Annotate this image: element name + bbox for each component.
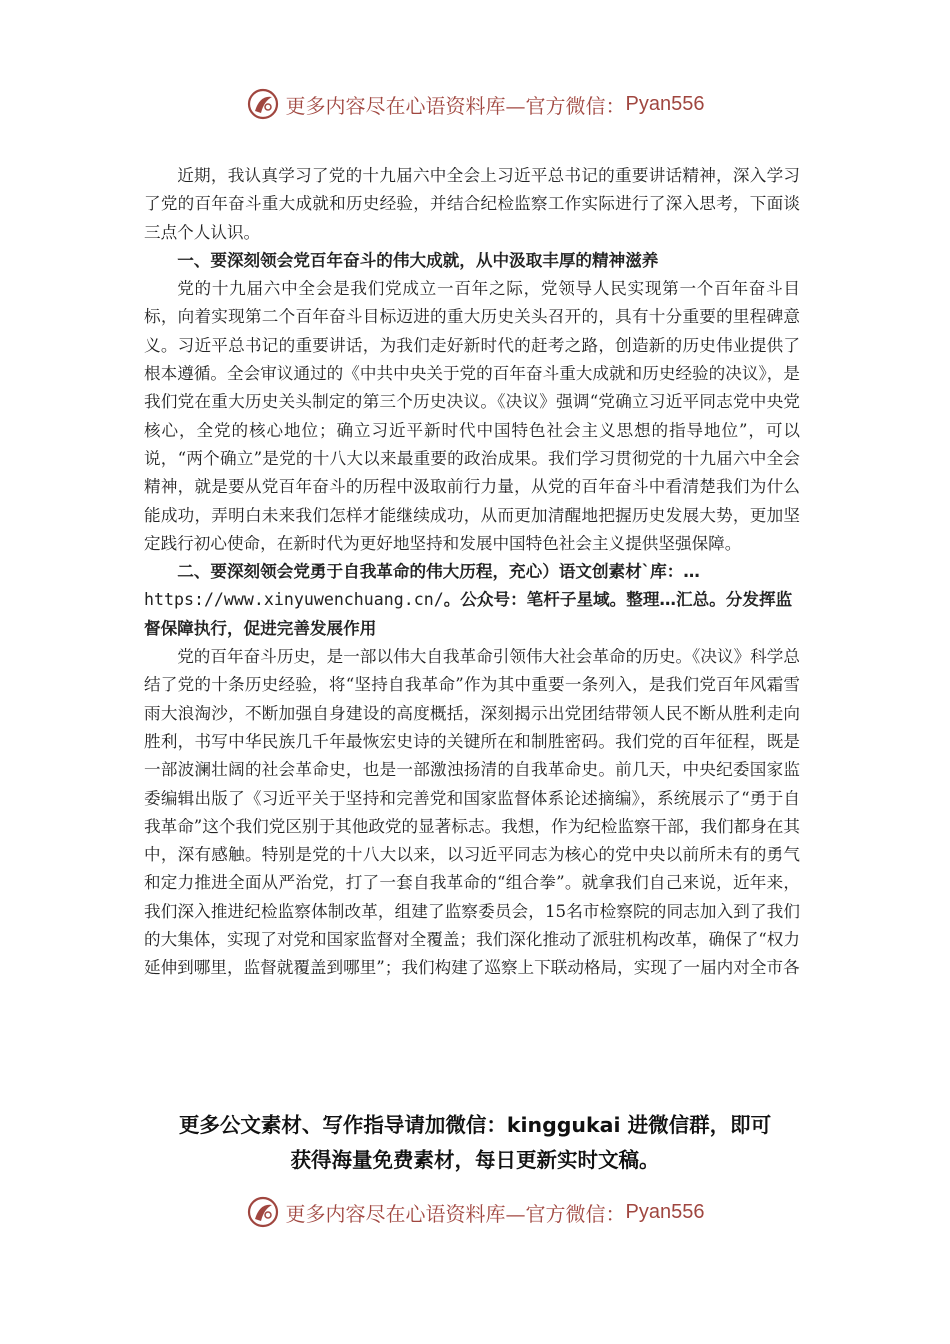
logo-icon bbox=[246, 1195, 280, 1229]
footer-banner bbox=[0, 1192, 950, 1232]
banner-wechat-id: Pyan556 bbox=[625, 1200, 705, 1223]
banner-wechat-id: Pyan556 bbox=[625, 92, 705, 115]
promo-line-1: 更多公文素材、写作指导请加微信：kinggukai 进微信群，即可 bbox=[178, 1113, 772, 1137]
section-1-paragraph: 党的十九届六中全会是我们党成立一百年之际，党领导人民实现第一个百年奋斗目标，向着实现第二个百年奋斗目标迈进的重大历史关头召开的，具有十分重要的里程碑意义。习近平总书记的重要讲话，为我们走好新时代的赶考之路，创造新的历史伟业提供了根本遵循。全会审议通过的《中共中央关于党的百年奋斗重大成就和历史经验的决议》，是我们党在重大历史关头制定的第三个历史决议。《决议》强调“党确立习近平同志党中央党核心，全党的核心地位；确立习近平新时代中国特色社会主义思想的指导地位”，可以说，“两个确立”是党的十八大以来最重要的政治成果。我们学习贯彻党的十九届六中全会精神，就是要从党百年奋斗的历程中汲取前行力量，从党的百年奋斗中看清楚我们为什么能成功，弄明白未来我们怎样才能继续成功，从而更加清醒地把握历史发展大势，更加坚定践行初心使命，在新时代为更好地坚持和发展中国特色社会主义提供坚强保障。 bbox=[144, 279, 800, 553]
section-2-heading-start: 二、要深刻领会党勇于自我革命的伟大历程，充心）语文创素材`库：… bbox=[177, 562, 700, 582]
header-banner bbox=[0, 84, 950, 124]
banner-text: 更多内容尽在心语资料库—官方微信： bbox=[285, 1201, 626, 1226]
intro-paragraph: 近期，我认真学习了党的十九届六中全会上习近平总书记的重要讲话精神，深入学习了党的百年奋斗重大成就和历史经验，并结合纪检监察工作实际进行了深入思考，下面谈三点个人认识。 bbox=[144, 166, 800, 242]
promo-notice bbox=[100, 1108, 850, 1178]
section-2-heading-end: 。公众号：笔杆子星域。整理…汇总。分发挥监督保障执行，促进完善发展作用 bbox=[144, 590, 793, 638]
banner-text: 更多内容尽在心语资料库—官方微信： bbox=[285, 93, 626, 118]
section-2-paragraph: 党的百年奋斗历史，是一部以伟大自我革命引领伟大社会革命的历史。《决议》科学总结了党的十条历史经验，将“坚持自我革命”作为其中重要一条列入，是我们党百年风霜雪雨大浪淘沙，不断加强自身建设的高度概括，深刻揭示出党团结带领人民不断从胜利走向胜利，书写中华民族几千年最恢宏史诗的关键所在和制胜密码。我们党的百年征程，既是一部波澜壮阔的社会革命史，也是一部激浊扬清的自我革命史。前几天，中央纪委国家监委编辑出版了《习近平关于坚持和完善党和国家监督体系论述摘编》，系统展示了“勇于自我革命”这个我们党区别于其他政党的显著标志。我想，作为纪检监察干部，我们都身在其中，深有感触。特别是党的十八大以来，以习近平同志为核心的党中央以前所未有的勇气和定力推进全面从严治党，打了一套自我革命的“组合拳”。就拿我们自己来说，近年来，我们深入推进纪检监察体制改革，组建了监察委员会，15名市检察院的同志加入到了我们的大集体，实现了对党和国家监督对全覆盖；我们深化推动了派驻机构改革，确保了“权力延伸到哪里，监督就覆盖到哪里”；我们构建了巡察上下联动格局，实现了一届内对全市各 bbox=[144, 647, 800, 978]
promo-line-2: 获得海量免费素材，每日更新实时文稿。 bbox=[290, 1148, 660, 1172]
section-2-url: https://www.xinyuwenchuang.cn/ bbox=[144, 590, 444, 610]
document-body bbox=[144, 162, 800, 983]
section-2-heading bbox=[144, 558, 800, 643]
section-1-heading: 一、要深刻领会党百年奋斗的伟大成就，从中汲取丰厚的精神滋养 bbox=[177, 250, 659, 270]
logo-icon bbox=[246, 87, 280, 121]
